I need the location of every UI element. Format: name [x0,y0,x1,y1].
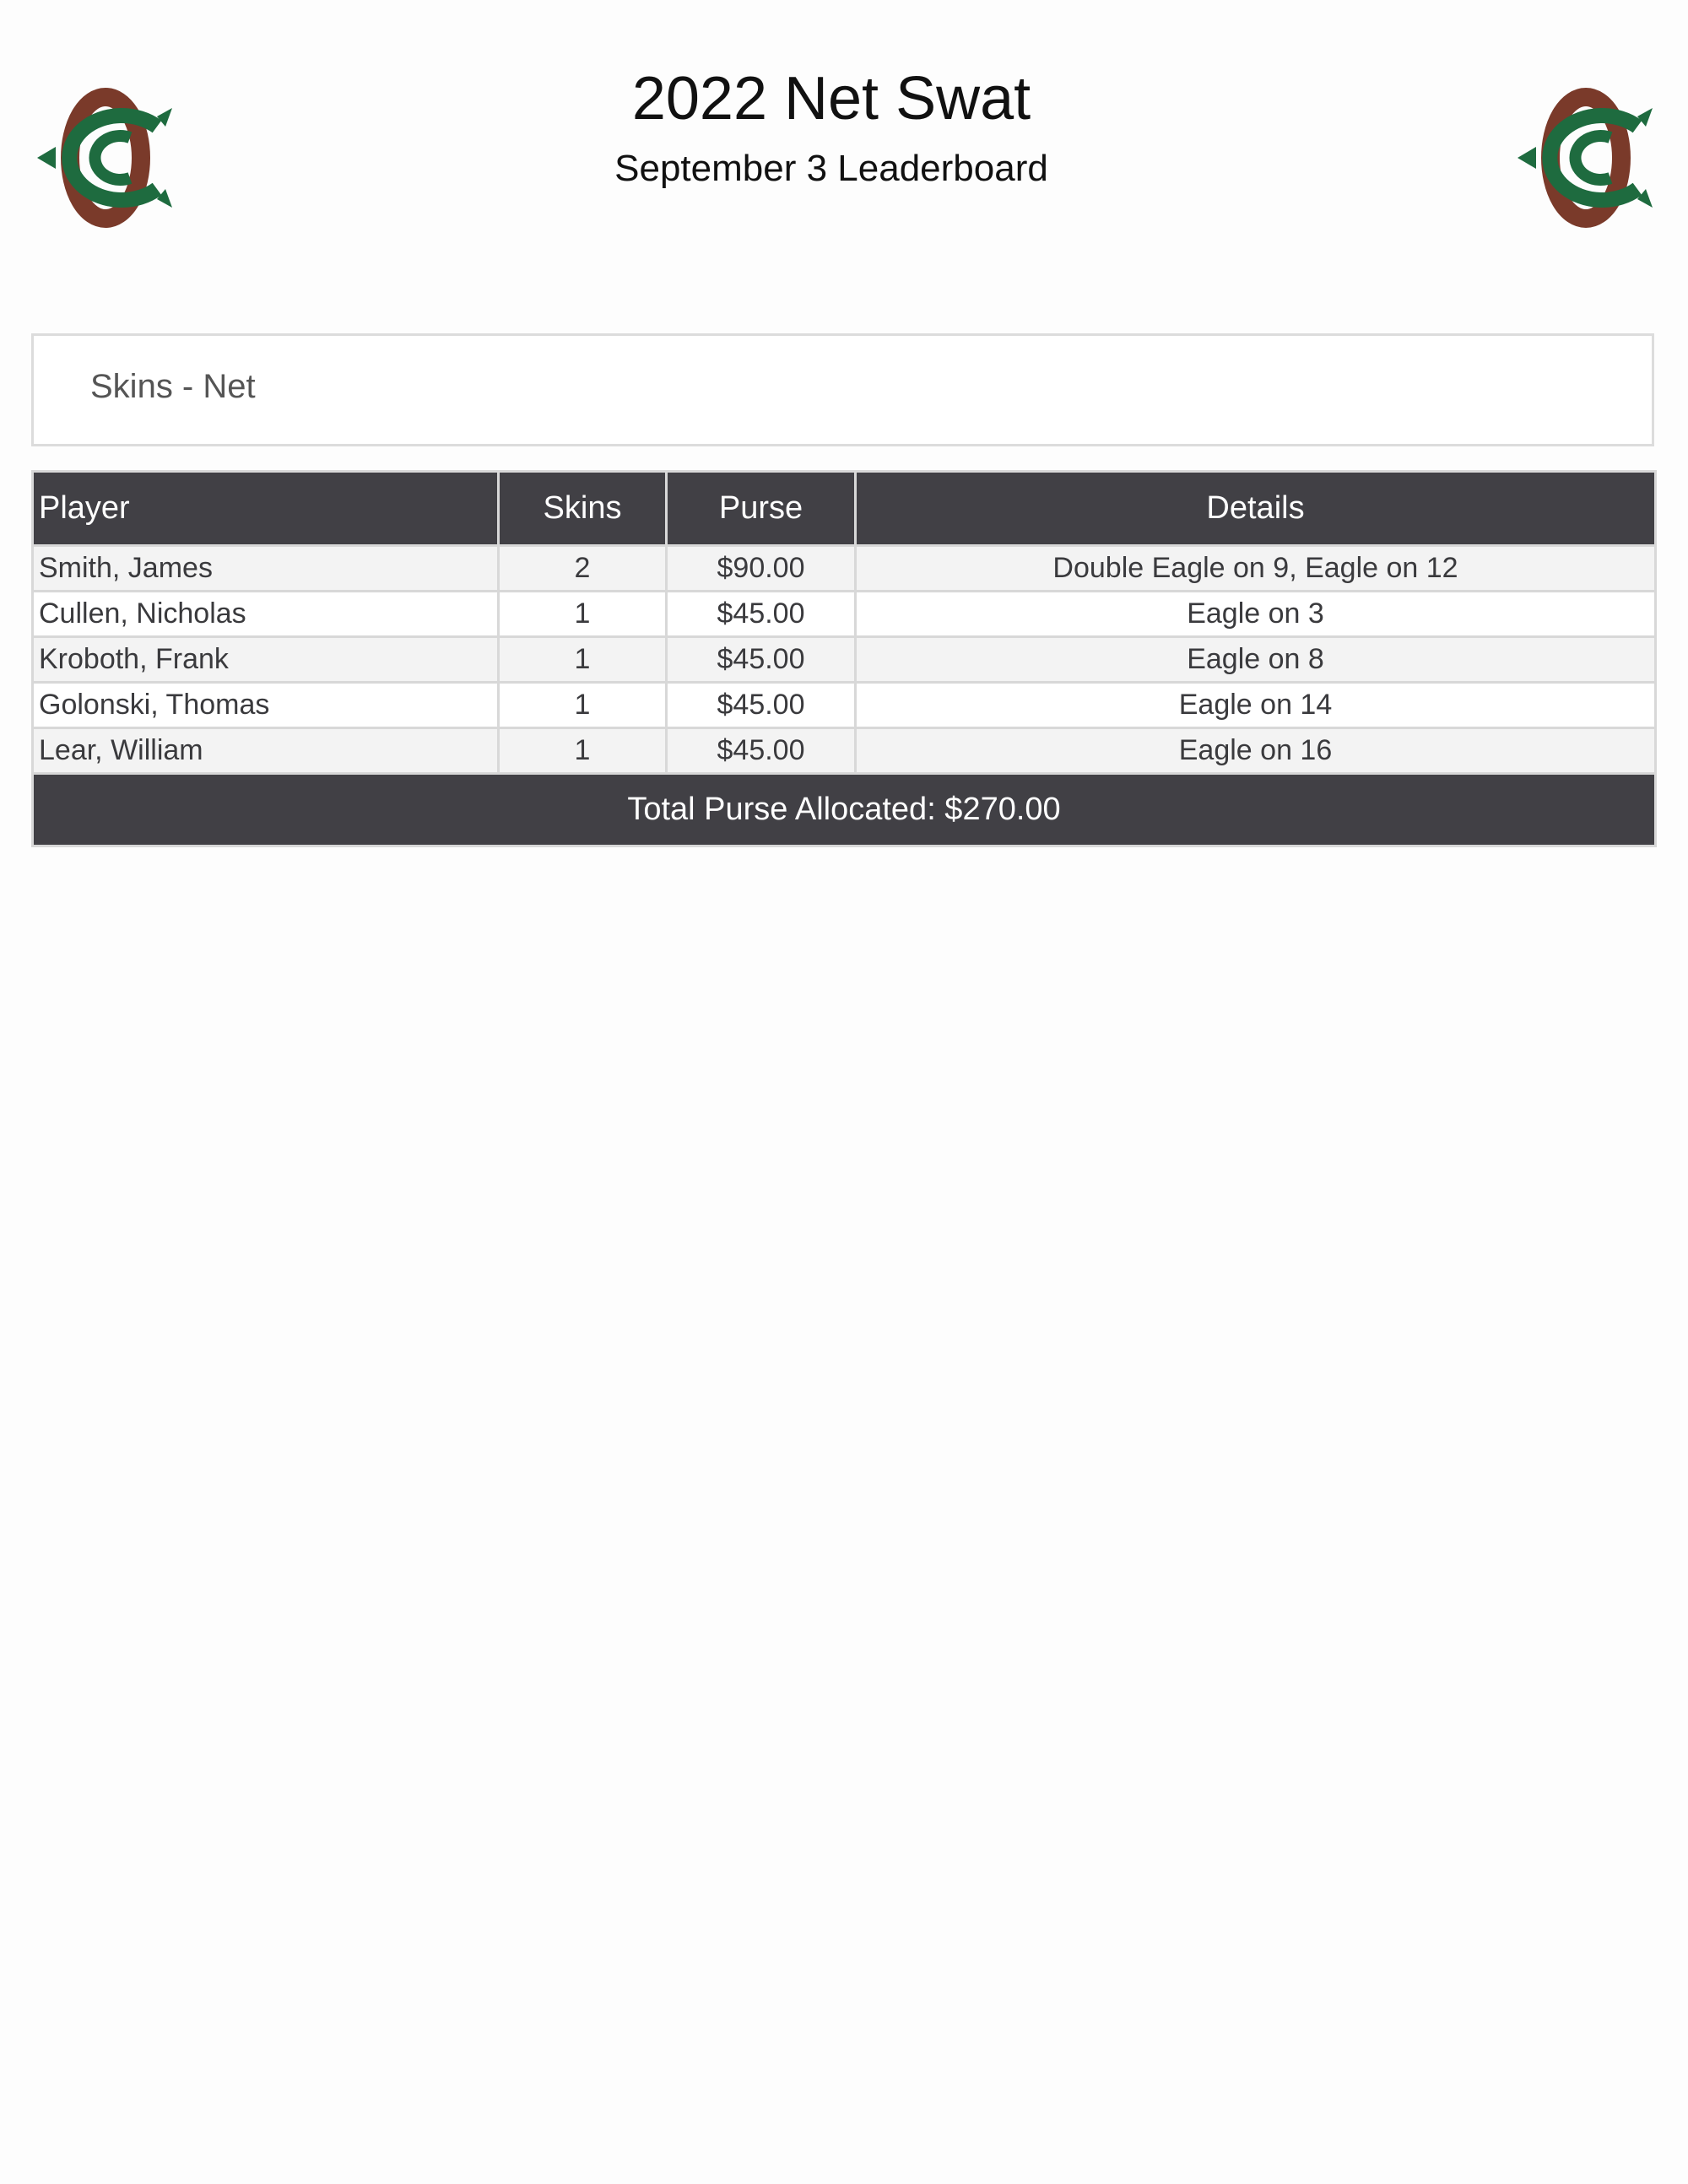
club-monogram-icon [1511,66,1661,250]
table-header-row [33,472,1656,546]
column-header-skins: Skins [499,472,667,546]
details-cell: Eagle on 3 [856,592,1656,637]
purse-cell: $90.00 [667,546,856,592]
player-cell: Kroboth, Frank [33,637,499,683]
purse-cell: $45.00 [667,683,856,728]
details-cell: Double Eagle on 9, Eagle on 12 [856,546,1656,592]
purse-cell: $45.00 [667,592,856,637]
table-footer-row [33,774,1656,846]
table-row [33,592,1656,637]
club-logo-right [1511,66,1661,250]
table-row [33,728,1656,774]
player-cell: Lear, William [33,728,499,774]
leaderboard-table [31,470,1657,847]
column-header-purse: Purse [667,472,856,546]
skins-cell: 1 [499,728,667,774]
details-cell: Eagle on 8 [856,637,1656,683]
purse-cell: $45.00 [667,728,856,774]
skins-cell: 1 [499,683,667,728]
skins-cell: 1 [499,592,667,637]
column-header-player: Player [33,472,499,546]
player-cell: Smith, James [33,546,499,592]
purse-cell: $45.00 [667,637,856,683]
player-cell: Cullen, Nicholas [33,592,499,637]
table-row [33,546,1656,592]
section-title: Skins - Net [90,368,256,405]
details-cell: Eagle on 14 [856,683,1656,728]
page-subtitle: September 3 Leaderboard [614,148,1048,189]
table-row [33,683,1656,728]
page-header [0,61,1663,192]
skins-cell: 1 [499,637,667,683]
details-cell: Eagle on 16 [856,728,1656,774]
page-title: 2022 Net Swat [631,65,1031,132]
column-header-details: Details [856,472,1656,546]
player-cell: Golonski, Thomas [33,683,499,728]
total-purse: Total Purse Allocated: $270.00 [33,774,1656,846]
skins-cell: 2 [499,546,667,592]
table-row [33,637,1656,683]
section-header [31,333,1654,446]
